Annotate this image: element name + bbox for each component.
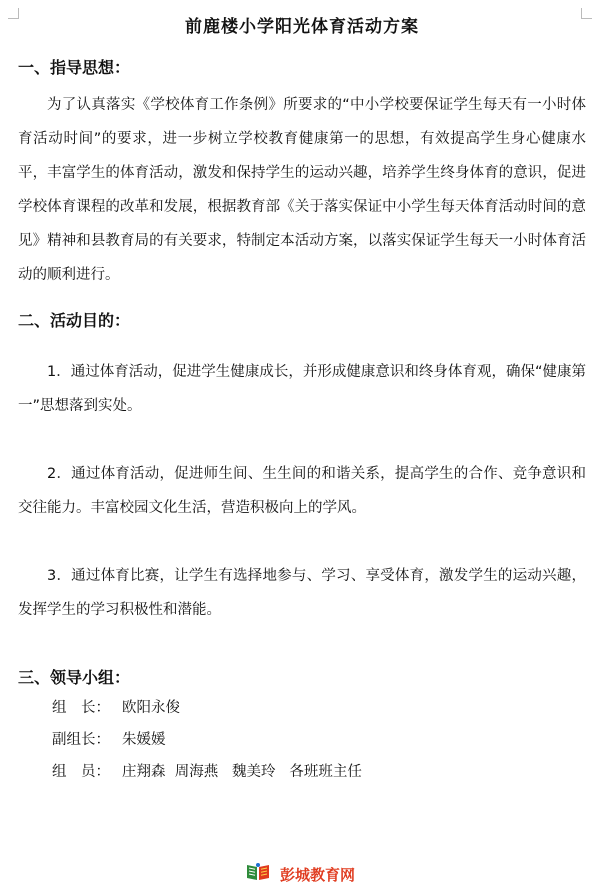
leader-name: 庄翔森 周海燕 魏美玲 各班班主任 — [122, 764, 362, 780]
purpose-item: 2．通过体育活动，促进师生间、生生间的和谐关系，提高学生的合作、竞争意识和交往能力。丰富校园文化生活，营造积极向上的学风。 — [18, 466, 586, 516]
leader-row — [18, 756, 586, 788]
leader-name: 朱媛媛 — [122, 732, 166, 748]
document-title: 前鹿楼小学阳光体育活动方案 — [185, 17, 419, 37]
site-watermark — [0, 862, 600, 886]
purpose-item: 3．通过体育比赛，让学生有选择地参与、学习、享受体育，激发学生的运动兴趣，发挥学生的学习积极性和潜能。 — [18, 568, 586, 618]
leader-role: 组 员： — [52, 764, 110, 780]
section-heading-purpose: 二、活动目的： — [18, 311, 131, 330]
leader-role: 副组长： — [52, 732, 110, 748]
section-heading-guiding-thought: 一、指导思想： — [18, 58, 131, 77]
leader-role: 组 长： — [52, 700, 110, 716]
watermark-text: 彭城教育网 — [280, 865, 356, 884]
leader-row — [18, 724, 586, 756]
open-book-icon — [245, 862, 271, 886]
leader-name: 欧阳永俊 — [122, 700, 180, 716]
purpose-item: 1．通过体育活动，促进学生健康成长，并形成健康意识和终身体育观，确保“健康第一”思想落到实处。 — [18, 364, 586, 414]
document-body — [18, 0, 586, 788]
leadership-list — [18, 692, 586, 788]
leader-row — [18, 692, 586, 724]
guiding-thought-paragraph: 为了认真落实《学校体育工作条例》所要求的“中小学校要保证学生每天有一小时体育活动时间”的要求，进一步树立学校教育健康第一的思想，有效提高学生身心健康水平，丰富学生的体育活动，激发和保持学生的运动兴趣，培养学生终身体育的意识，促进学校体育课程的改革和发展，根据教育部《关于落实保证中小学生每天体育活动时间的意见》精神和县教育局的有关要求，特制定本活动方案，以落实保证学生每天一小时体育活动的顺利进行。 — [18, 97, 586, 283]
section-heading-leadership: 三、领导小组： — [18, 668, 131, 687]
